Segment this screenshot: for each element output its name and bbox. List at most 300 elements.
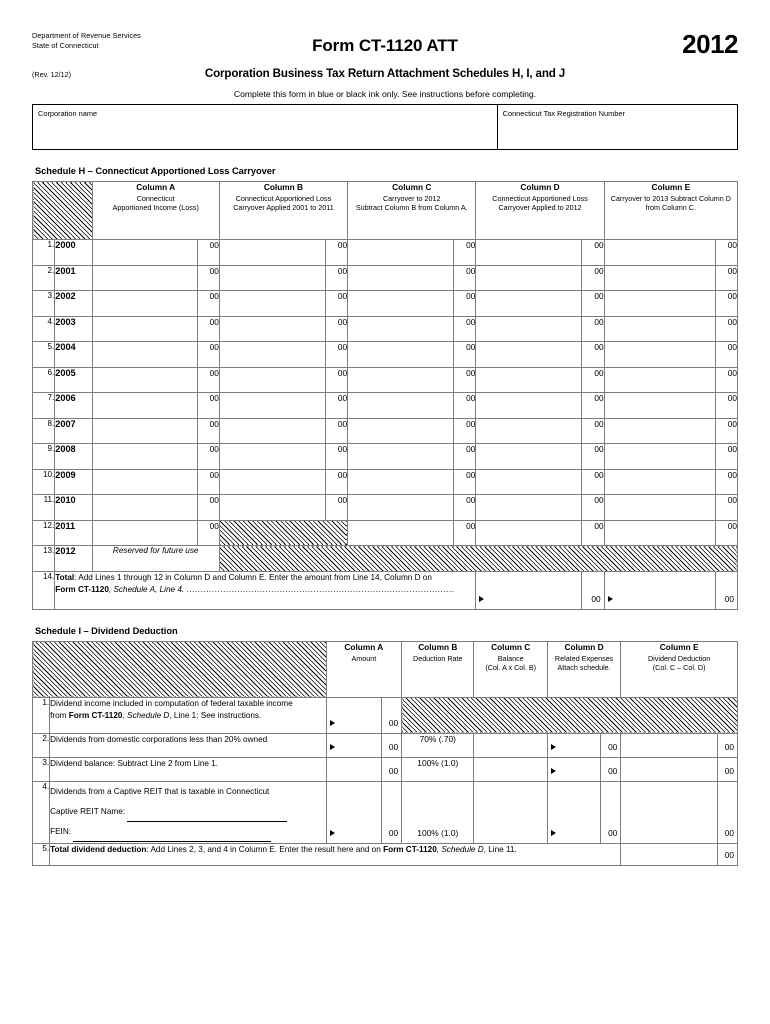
amount-input-col-a[interactable]: [326, 697, 381, 733]
schedule-h-title: Schedule H – Connecticut Apportioned Loss Carryover: [35, 166, 276, 176]
cents-label: [381, 733, 401, 757]
amount-input-col-C[interactable]: [348, 367, 454, 393]
column-header-subtitle: Balance: [497, 653, 524, 663]
right-arrow-icon: [551, 768, 556, 774]
cents-label: 00: [454, 240, 476, 266]
amount-input-col-A[interactable]: [92, 418, 197, 444]
right-arrow-icon: [479, 596, 484, 602]
cents-label: 00: [454, 520, 476, 546]
cents-label: 00: [715, 240, 737, 266]
corporation-name-field[interactable]: [33, 105, 498, 149]
table-row: [33, 781, 738, 843]
cents-label: 00: [325, 393, 347, 419]
desc-line-1: Dividend income included in computation of federal taxable income: [50, 698, 293, 708]
row-year-label: 2003: [55, 316, 92, 342]
schedule-h-total-row: [33, 571, 738, 609]
cents-value: 00: [724, 765, 734, 776]
cents-label: 00: [454, 495, 476, 521]
desc-post: , Line 1: See instructions.: [169, 711, 262, 720]
schedule-i-table: [32, 641, 738, 866]
captive-reit-name-input[interactable]: [127, 813, 287, 822]
amount-input-col-D[interactable]: [476, 393, 582, 419]
tax-year: 2012: [682, 29, 738, 59]
row-line-number: 5.: [33, 843, 50, 865]
amount-input-col-C[interactable]: [348, 444, 454, 470]
desc-line-1: Dividends from a Captive REIT that is taxable in Connecticut: [50, 786, 270, 796]
row-line-number: 14.: [33, 571, 55, 609]
cents-value: 00: [388, 827, 399, 838]
hatched-cell: [402, 697, 738, 733]
column-header-subtitle: Apportioned Income (Loss): [112, 203, 199, 213]
cents-label: 00: [197, 291, 219, 317]
amount-input-col-C[interactable]: [348, 291, 454, 317]
column-header: [348, 182, 476, 240]
column-header-subtitle: Connecticut Apportioned Loss: [492, 194, 588, 203]
amount-input-col-B[interactable]: [219, 265, 325, 291]
form-header: [32, 0, 738, 99]
cents-label: 00: [325, 265, 347, 291]
total-text-end: , Line 11.: [483, 844, 517, 854]
amount-input-col-E[interactable]: [604, 265, 715, 291]
amount-input-col-A[interactable]: [92, 342, 197, 368]
amount-input-col-E[interactable]: [604, 367, 715, 393]
amount-input-col-D[interactable]: [476, 240, 582, 266]
amount-input-col-E[interactable]: [604, 444, 715, 470]
row-description: [50, 733, 327, 757]
row-year-label: 2012: [55, 546, 92, 572]
row-line-number: 3.: [33, 757, 50, 781]
row-year-label: 2007: [55, 418, 92, 444]
hatched-cell: [219, 546, 737, 572]
cents-label: [717, 757, 737, 781]
column-header-subtitle: Related Expenses: [554, 653, 614, 663]
amount-input-col-B[interactable]: [219, 418, 325, 444]
cents-label: 00: [715, 393, 737, 419]
schedule-i-title: Schedule I – Dividend Deduction: [35, 625, 178, 636]
column-header: [547, 641, 620, 697]
cents-value: 00: [724, 741, 734, 752]
right-arrow-icon: [330, 830, 335, 836]
cents-label: 00: [715, 469, 737, 495]
captive-reit-name-label: Captive REIT Name:: [50, 806, 126, 816]
cents-label: 00: [582, 240, 604, 266]
amount-input-col-E[interactable]: [604, 495, 715, 521]
fein-input[interactable]: [73, 833, 271, 842]
amount-input-col-D[interactable]: [476, 444, 582, 470]
amount-input-col-e[interactable]: [621, 781, 718, 843]
column-header-title: Column A: [136, 182, 176, 192]
amount-input-col-D[interactable]: [476, 316, 582, 342]
column-header-subtitle: Amount: [351, 653, 377, 663]
cents-label: 00: [582, 469, 604, 495]
amount-input-col-C[interactable]: [348, 393, 454, 419]
column-header-title: Column C: [392, 182, 432, 192]
row-line-number: 8.: [33, 418, 55, 444]
cents-value: 00: [388, 765, 399, 776]
reserved-for-future-use-label: Reserved for future use: [92, 546, 219, 572]
cents-label: 00: [582, 316, 604, 342]
column-header-subtitle: Carryover to 2012: [382, 194, 441, 203]
total-amount-col-e[interactable]: [621, 843, 718, 865]
row-line-number: 5.: [33, 342, 55, 368]
cents-label: 00: [325, 342, 347, 368]
total-label: Total dividend deduction: [50, 844, 147, 854]
cents-label: 00: [715, 418, 737, 444]
amount-input-col-c[interactable]: [474, 757, 547, 781]
column-header-title: Column C: [491, 641, 531, 652]
cents-label: [717, 781, 737, 843]
cents-label: 00: [582, 265, 604, 291]
form-reference: Form CT-1120: [383, 844, 437, 854]
cents-value: 00: [591, 593, 601, 604]
column-header: [621, 641, 738, 697]
amount-input-col-A[interactable]: [92, 240, 197, 266]
total-instruction-text: [50, 843, 621, 865]
row-year-label: 2006: [55, 393, 92, 419]
column-header-subtitle: from Column C.: [645, 203, 696, 213]
amount-input-col-E[interactable]: [604, 393, 715, 419]
right-arrow-icon: [608, 596, 613, 602]
row-line-number: 2.: [33, 733, 50, 757]
amount-input-col-d[interactable]: [547, 733, 600, 757]
amount-input-col-C[interactable]: [348, 520, 454, 546]
amount-input-col-E[interactable]: [604, 342, 715, 368]
deduction-rate-label: [402, 781, 474, 843]
right-arrow-icon: [330, 744, 335, 750]
cents-label: 00: [454, 316, 476, 342]
revision-label: (Rev. 12/12): [32, 70, 72, 79]
column-header: [402, 641, 474, 697]
captive-reit-name-row: [50, 802, 326, 822]
amount-input-col-D[interactable]: [476, 469, 582, 495]
cents-label: [717, 843, 737, 865]
cents-label: [381, 697, 401, 733]
amount-input-col-C[interactable]: [348, 469, 454, 495]
amount-input-col-D[interactable]: [476, 418, 582, 444]
cents-label: 00: [715, 316, 737, 342]
cents-value: 00: [608, 741, 618, 752]
amount-input-col-C[interactable]: [348, 316, 454, 342]
row-year-label: 2000: [55, 240, 92, 266]
amount-input-col-E[interactable]: [604, 469, 715, 495]
cents-label: 00: [197, 444, 219, 470]
amount-input-col-B[interactable]: [219, 469, 325, 495]
schedule-reference: , Schedule D: [122, 711, 170, 720]
cents-label: 00: [582, 495, 604, 521]
column-header-subtitle: Carryover Applied to 2012: [498, 203, 582, 213]
row-line-number: 9.: [33, 444, 55, 470]
cents-label: 00: [454, 291, 476, 317]
column-header: [219, 182, 347, 240]
cents-label: 00: [325, 240, 347, 266]
table-row: [33, 757, 738, 781]
cents-label: [715, 571, 737, 609]
cents-label: 00: [715, 265, 737, 291]
page-title: Form CT-1120 ATT: [312, 36, 458, 55]
cents-label: 00: [197, 418, 219, 444]
column-header-subtitle: Connecticut: [136, 194, 175, 203]
row-year-label: 2002: [55, 291, 92, 317]
total-amount-col-d[interactable]: [476, 571, 582, 609]
right-arrow-icon: [551, 830, 556, 836]
amount-input-col-D[interactable]: [476, 520, 582, 546]
schedule-reference: , Schedule D: [436, 844, 484, 854]
cents-label: 00: [197, 240, 219, 266]
amount-input-col-e[interactable]: [621, 757, 718, 781]
amount-input-col-B[interactable]: [219, 240, 325, 266]
cents-label: 00: [197, 520, 219, 546]
department-name: Department of Revenue Services: [32, 31, 141, 40]
column-header-subtitle: Dividend Deduction: [647, 653, 711, 663]
state-name: State of Connecticut: [32, 40, 99, 50]
amount-input-col-C[interactable]: [348, 418, 454, 444]
cents-label: 00: [454, 444, 476, 470]
column-header-subtitle: Carryover Applied 2001 to 2011: [233, 203, 334, 213]
amount-input-col-B[interactable]: [219, 367, 325, 393]
form-subtitle: Corporation Business Tax Return Attachment Schedules H, I, and J: [204, 67, 566, 80]
amount-input-col-A[interactable]: [92, 265, 197, 291]
total-instruction-text: [55, 571, 476, 609]
amount-input-col-e[interactable]: [621, 733, 718, 757]
right-arrow-icon: [330, 720, 335, 726]
cents-label: 00: [454, 265, 476, 291]
cents-label: 00: [582, 444, 604, 470]
row-line-number: 10.: [33, 469, 55, 495]
amount-input-col-C[interactable]: [348, 495, 454, 521]
row-line-number: 7.: [33, 393, 55, 419]
cents-label: 00: [197, 393, 219, 419]
row-description: [50, 757, 327, 781]
amount-input-col-D[interactable]: [476, 367, 582, 393]
column-header: [604, 182, 737, 240]
row-year-label: 2008: [55, 444, 92, 470]
cents-label: 00: [325, 367, 347, 393]
cents-label: 00: [197, 265, 219, 291]
right-arrow-icon: [551, 744, 556, 750]
amount-input-col-a[interactable]: [326, 757, 381, 781]
amount-input-col-B[interactable]: [219, 495, 325, 521]
amount-input-col-d[interactable]: [547, 781, 600, 843]
amount-input-col-A[interactable]: [92, 520, 197, 546]
desc-line-1: Dividends from domestic corporations less than 20% owned: [50, 734, 268, 744]
taxpayer-identification-box: [32, 104, 738, 150]
column-header: [326, 641, 401, 697]
cents-label: 00: [715, 367, 737, 393]
schedule-h-table: [32, 181, 738, 610]
cents-label: 00: [454, 418, 476, 444]
form-reference: Form CT-1120: [68, 711, 123, 720]
cents-label: 00: [197, 342, 219, 368]
deduction-rate-label: 70% (.70): [402, 733, 474, 757]
amount-input-col-E[interactable]: [604, 520, 715, 546]
cents-value: 00: [388, 741, 399, 752]
schedule-i-corner-block: [33, 641, 327, 697]
column-header-subtitle: Connecticut Apportioned Loss: [235, 194, 332, 203]
cents-label: 00: [715, 291, 737, 317]
table-row: [33, 733, 738, 757]
cents-label: 00: [325, 469, 347, 495]
cents-value: 00: [724, 593, 734, 604]
amount-input-col-C[interactable]: [348, 342, 454, 368]
row-year-label: 2010: [55, 495, 92, 521]
table-row: [33, 240, 738, 266]
row-line-number: 4.: [33, 316, 55, 342]
column-header-subtitle: Carryover to 2013 Subtract Column D: [610, 194, 731, 203]
cents-value: 00: [388, 717, 399, 728]
cents-label: [601, 757, 621, 781]
column-header-title: Column A: [344, 641, 384, 652]
row-description: [50, 697, 327, 733]
amount-input-col-B[interactable]: [219, 291, 325, 317]
row-line-number: 3.: [33, 291, 55, 317]
column-header-title: Column B: [263, 182, 304, 192]
cents-label: 00: [325, 495, 347, 521]
cents-value: 00: [608, 827, 618, 838]
cents-label: 00: [582, 520, 604, 546]
amount-input-col-c[interactable]: [474, 733, 547, 757]
fein-label: FEIN:: [50, 826, 72, 836]
table-row: [33, 393, 738, 419]
row-line-number: 1.: [33, 240, 55, 266]
cents-label: [381, 757, 401, 781]
row-line-number: 4.: [33, 781, 50, 843]
amount-input-col-D[interactable]: [476, 291, 582, 317]
table-row: [33, 469, 738, 495]
amount-input-col-E[interactable]: [604, 316, 715, 342]
column-header-subtitle: Attach schedule.: [557, 662, 611, 672]
row-year-label: 2004: [55, 342, 92, 368]
row-year-label: 2005: [55, 367, 92, 393]
table-row: [33, 316, 738, 342]
total-text-mid: : Add Lines 2, 3, and 4 in Column E. Enter the result here and on: [146, 844, 384, 854]
cents-label: 00: [197, 495, 219, 521]
cents-label: 00: [454, 342, 476, 368]
amount-input-col-E[interactable]: [604, 418, 715, 444]
amount-input-col-A[interactable]: [92, 469, 197, 495]
corporation-name-label: Corporation name: [38, 109, 98, 118]
cents-label: 00: [197, 367, 219, 393]
cents-label: 00: [197, 469, 219, 495]
amount-input-col-A[interactable]: [92, 393, 197, 419]
row-line-number: 11.: [33, 495, 55, 521]
cents-label: 00: [197, 316, 219, 342]
total-form-ref: Form CT-1120: [55, 585, 109, 594]
cents-label: 00: [325, 316, 347, 342]
cents-label: 00: [715, 520, 737, 546]
column-header: [92, 182, 219, 240]
column-header-subtitle: (Col. A x Col. B): [485, 662, 537, 672]
cents-label: 00: [582, 291, 604, 317]
column-header-title: Column D: [520, 182, 560, 192]
amount-input-col-B[interactable]: [219, 316, 325, 342]
amount-input-col-a[interactable]: [326, 733, 381, 757]
fein-row: [50, 822, 326, 842]
column-header-title: Column E: [659, 641, 699, 652]
amount-input-col-B[interactable]: [219, 342, 325, 368]
cents-label: [381, 781, 401, 843]
cents-label: 00: [582, 367, 604, 393]
amount-input-col-A[interactable]: [92, 367, 197, 393]
cents-label: 00: [325, 444, 347, 470]
amount-input-col-C[interactable]: [348, 240, 454, 266]
cents-label: [582, 571, 604, 609]
total-amount-col-e[interactable]: [604, 571, 715, 609]
table-row: [33, 367, 738, 393]
amount-input-col-A[interactable]: [92, 316, 197, 342]
cents-label: 00: [582, 342, 604, 368]
table-row: [33, 697, 738, 733]
column-header-title: Column E: [651, 182, 691, 192]
table-row: [33, 444, 738, 470]
amount-input-col-D[interactable]: [476, 265, 582, 291]
column-header-title: Column D: [564, 641, 604, 652]
table-row: [33, 342, 738, 368]
table-row-reserved: [33, 546, 738, 572]
row-line-number: 2.: [33, 265, 55, 291]
schedule-i-total-row: [33, 843, 738, 865]
leader-dots: ...............................................................................................: [186, 585, 455, 594]
total-line1: : Add Lines 1 through 12 in Column D and Column E. Enter the amount from Line 14, Column D on: [74, 572, 432, 582]
table-row: [33, 291, 738, 317]
amount-input-col-d[interactable]: [547, 757, 600, 781]
cents-value: 00: [608, 765, 618, 776]
cents-label: [601, 733, 621, 757]
form-instruction: Complete this form in blue or black ink only. See instructions before completing.: [233, 89, 537, 99]
table-row: [33, 520, 738, 546]
amount-input-col-A[interactable]: [92, 444, 197, 470]
column-header: [476, 182, 604, 240]
cents-label: 00: [454, 367, 476, 393]
amount-input-col-A[interactable]: [92, 495, 197, 521]
amount-input-col-E[interactable]: [604, 291, 715, 317]
cents-value: 00: [724, 827, 734, 838]
cents-label: 00: [715, 342, 737, 368]
amount-input-col-a[interactable]: [326, 781, 381, 843]
amount-input-col-B[interactable]: [219, 444, 325, 470]
cents-label: 00: [715, 444, 737, 470]
tax-registration-number-field[interactable]: [498, 105, 737, 149]
rate-value: 100% (1.0): [417, 827, 459, 838]
deduction-rate-label: 100% (1.0): [402, 757, 474, 781]
row-line-number: 6.: [33, 367, 55, 393]
amount-input-col-E[interactable]: [604, 240, 715, 266]
amount-input-col-D[interactable]: [476, 342, 582, 368]
cents-label: 00: [325, 418, 347, 444]
amount-input-col-c[interactable]: [474, 781, 547, 843]
cents-label: 00: [582, 393, 604, 419]
desc-pre: from: [50, 711, 69, 720]
table-row: [33, 495, 738, 521]
cents-label: 00: [715, 495, 737, 521]
column-header-subtitle: Deduction Rate: [413, 653, 463, 663]
column-header: [474, 641, 547, 697]
cents-label: [717, 733, 737, 757]
amount-input-col-B[interactable]: [219, 393, 325, 419]
amount-input-col-C[interactable]: [348, 265, 454, 291]
cents-label: 00: [325, 291, 347, 317]
amount-input-col-A[interactable]: [92, 291, 197, 317]
agency-block: [32, 31, 141, 50]
amount-input-col-D[interactable]: [476, 495, 582, 521]
row-line-number: 12.: [33, 520, 55, 546]
row-line-number: 13.: [33, 546, 55, 572]
total-schedule-ref: , Schedule A, Line 4.: [108, 585, 185, 594]
cents-label: 00: [454, 469, 476, 495]
column-header-subtitle: (Col. C – Col. D): [652, 662, 706, 672]
row-year-label: 2001: [55, 265, 92, 291]
hatched-cell: [219, 520, 347, 546]
row-year-label: 2009: [55, 469, 92, 495]
